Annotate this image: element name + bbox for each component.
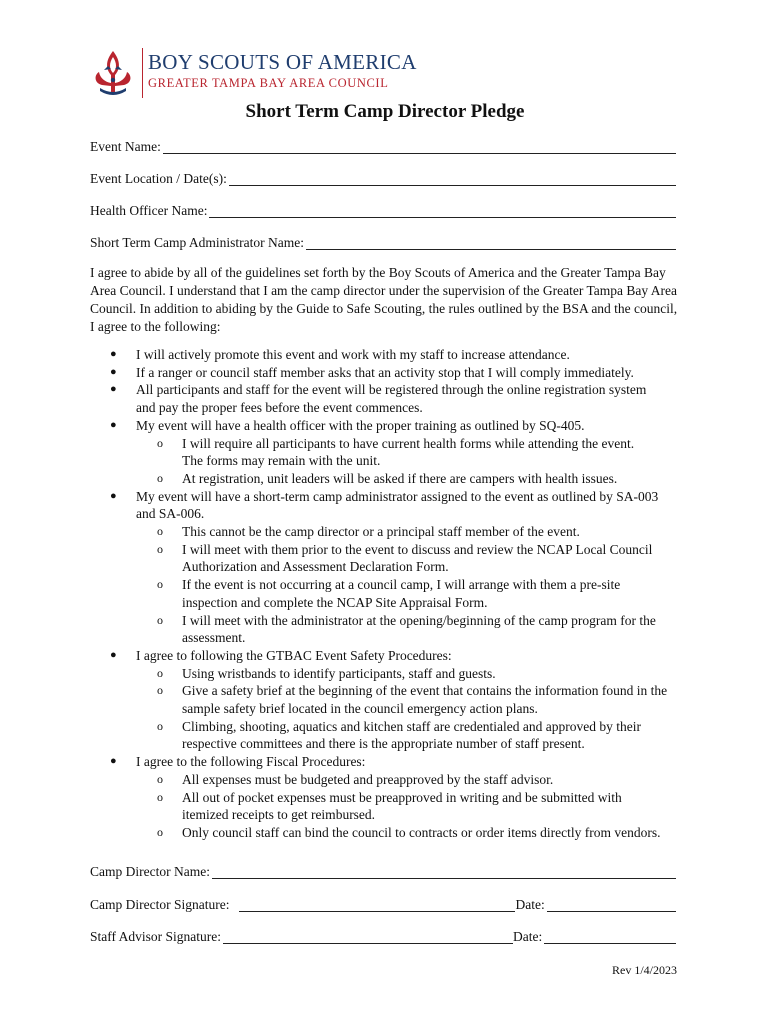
administrator-field[interactable] (90, 235, 676, 251)
advisor-signature-label: Staff Advisor Signature: (90, 929, 221, 944)
sub-bullet: o (157, 470, 163, 485)
sub-bullet: o (157, 718, 163, 733)
event-name-field[interactable] (90, 139, 676, 155)
bsa-logo (90, 46, 417, 102)
event-location-line[interactable] (229, 171, 676, 186)
sub-item: o All out of pocket expenses must be preapproved in writing and be submitted with (157, 789, 622, 805)
sub-item: o I will meet with the administrator at the opening/beginning of the camp program for the (157, 612, 656, 628)
director-name-label: Camp Director Name: (90, 864, 210, 879)
health-officer-line[interactable] (209, 203, 676, 218)
sub-bullet: o (157, 612, 163, 627)
bullet: ● (110, 348, 117, 360)
intro-paragraph: I agree to abide by all of the guidelines set forth by the Boy Scouts of America and the Greater Tampa Bay Area Council. I understand that I am the camp director under the supervision of the Greater Tampa Bay Area Council. In addition to abiding by the Guide to Safe Scouting, the rules outlined by the BSA and the council, I agree to the following: (90, 265, 678, 334)
page-title: Short Term Camp Director Pledge (245, 101, 525, 122)
bullet: ● (110, 383, 117, 396)
bullet: ● (110, 648, 117, 661)
revision-date: Rev 1/4/2023 (612, 963, 677, 977)
list-item: ● My event will have a short-term camp administrator assigned to the event as outlined by SA-003 (110, 488, 659, 504)
logo-divider (142, 48, 143, 98)
advisor-signature-field[interactable] (90, 929, 676, 945)
pledge-list (90, 346, 690, 842)
list-item-cont: and pay the proper fees before the event commences. (136, 400, 423, 416)
sub-bullet: o (157, 577, 163, 592)
sub-item: o All expenses must be budgeted and preapproved by the staff advisor. (157, 771, 554, 787)
administrator-line[interactable] (306, 235, 676, 250)
date-label: Date: (513, 929, 543, 944)
bullet: ● (110, 418, 117, 431)
sub-item: o At registration, unit leaders will be asked if there are campers with health issues. (157, 470, 618, 486)
sub-bullet: o (157, 435, 163, 450)
list-item: ● I agree to the following Fiscal Procedures: (110, 754, 366, 770)
advisor-signature-line[interactable] (223, 929, 513, 944)
sub-item: o Using wristbands to identify participants, staff and guests. (157, 665, 496, 681)
list-item: ● I agree to following the GTBAC Event Safety Procedures: (110, 647, 452, 663)
director-signature-line[interactable] (239, 897, 515, 912)
sub-item: o I will require all participants to have current health forms while attending the event. (157, 435, 635, 451)
event-location-label: Event Location / Date(s): (90, 171, 227, 186)
advisor-date-line[interactable] (544, 929, 676, 944)
sub-item: o Only council staff can bind the council to contracts or order items directly from vendors. (157, 824, 661, 840)
event-name-line[interactable] (163, 139, 676, 154)
event-name-label: Event Name: (90, 139, 161, 154)
sub-item-cont: assessment. (182, 630, 246, 646)
sub-item: o Climbing, shooting, aquatics and kitchen staff are credentialed and approved by their (157, 718, 641, 734)
sub-bullet: o (157, 789, 163, 804)
bullet: ● (110, 489, 117, 502)
administrator-label: Short Term Camp Administrator Name: (90, 235, 305, 250)
health-officer-field[interactable] (90, 203, 676, 219)
bullet: ● (110, 755, 117, 768)
logo-title: BOY SCOUTS OF AMERICA (148, 50, 417, 74)
list-item: ● My event will have a health officer with the proper training as outlined by SQ-405. (110, 417, 585, 433)
sub-item-cont: The forms may remain with the unit. (182, 453, 381, 469)
sub-item: o This cannot be the camp director or a principal staff member of the event. (157, 524, 580, 540)
list-item: ● All participants and staff for the event will be registered through the online registration system (110, 382, 647, 398)
director-signature-label: Camp Director Signature: (90, 897, 230, 912)
bullet: ● (110, 365, 117, 378)
sub-bullet: o (157, 683, 163, 698)
date-label: Date: (515, 897, 545, 912)
sub-item-cont: inspection and complete the NCAP Site Appraisal Form. (182, 594, 488, 610)
list-item: ● If a ranger or council staff member asks that an activity stop that I will comply immediately. (110, 364, 634, 380)
fleur-de-lis-icon (90, 48, 136, 100)
sub-bullet: o (157, 824, 163, 839)
director-signature-field[interactable] (90, 897, 676, 913)
logo-subtitle: GREATER TAMPA BAY AREA COUNCIL (148, 76, 389, 90)
sub-bullet: o (157, 771, 163, 786)
director-name-line[interactable] (212, 864, 676, 879)
director-date-line[interactable] (547, 897, 676, 912)
event-location-field[interactable] (90, 171, 676, 187)
list-item-cont: and SA-006. (136, 506, 205, 522)
health-officer-label: Health Officer Name: (90, 203, 208, 218)
sub-bullet: o (157, 524, 163, 539)
director-name-field[interactable] (90, 864, 676, 880)
sub-item-cont: sample safety brief located in the council emergency action plans. (182, 701, 538, 717)
sub-item: o I will meet with them prior to the event to discuss and review the NCAP Local Council (157, 541, 653, 557)
sub-bullet: o (157, 665, 163, 680)
sub-item: o If the event is not occurring at a council camp, I will arrange with them a pre-site (157, 577, 621, 593)
list-item: ● I will actively promote this event and work with my staff to increase attendance. (110, 347, 570, 362)
sub-item-cont: respective committees and there is the appropriate number of staff present. (182, 736, 585, 752)
sub-bullet: o (157, 541, 163, 556)
sub-item-cont: Authorization and Assessment Declaration Form. (182, 559, 449, 575)
sub-item: o Give a safety brief at the beginning of the event that contains the information found in the (157, 683, 668, 699)
sub-item-cont: itemized receipts to get reimbursed. (182, 807, 376, 823)
